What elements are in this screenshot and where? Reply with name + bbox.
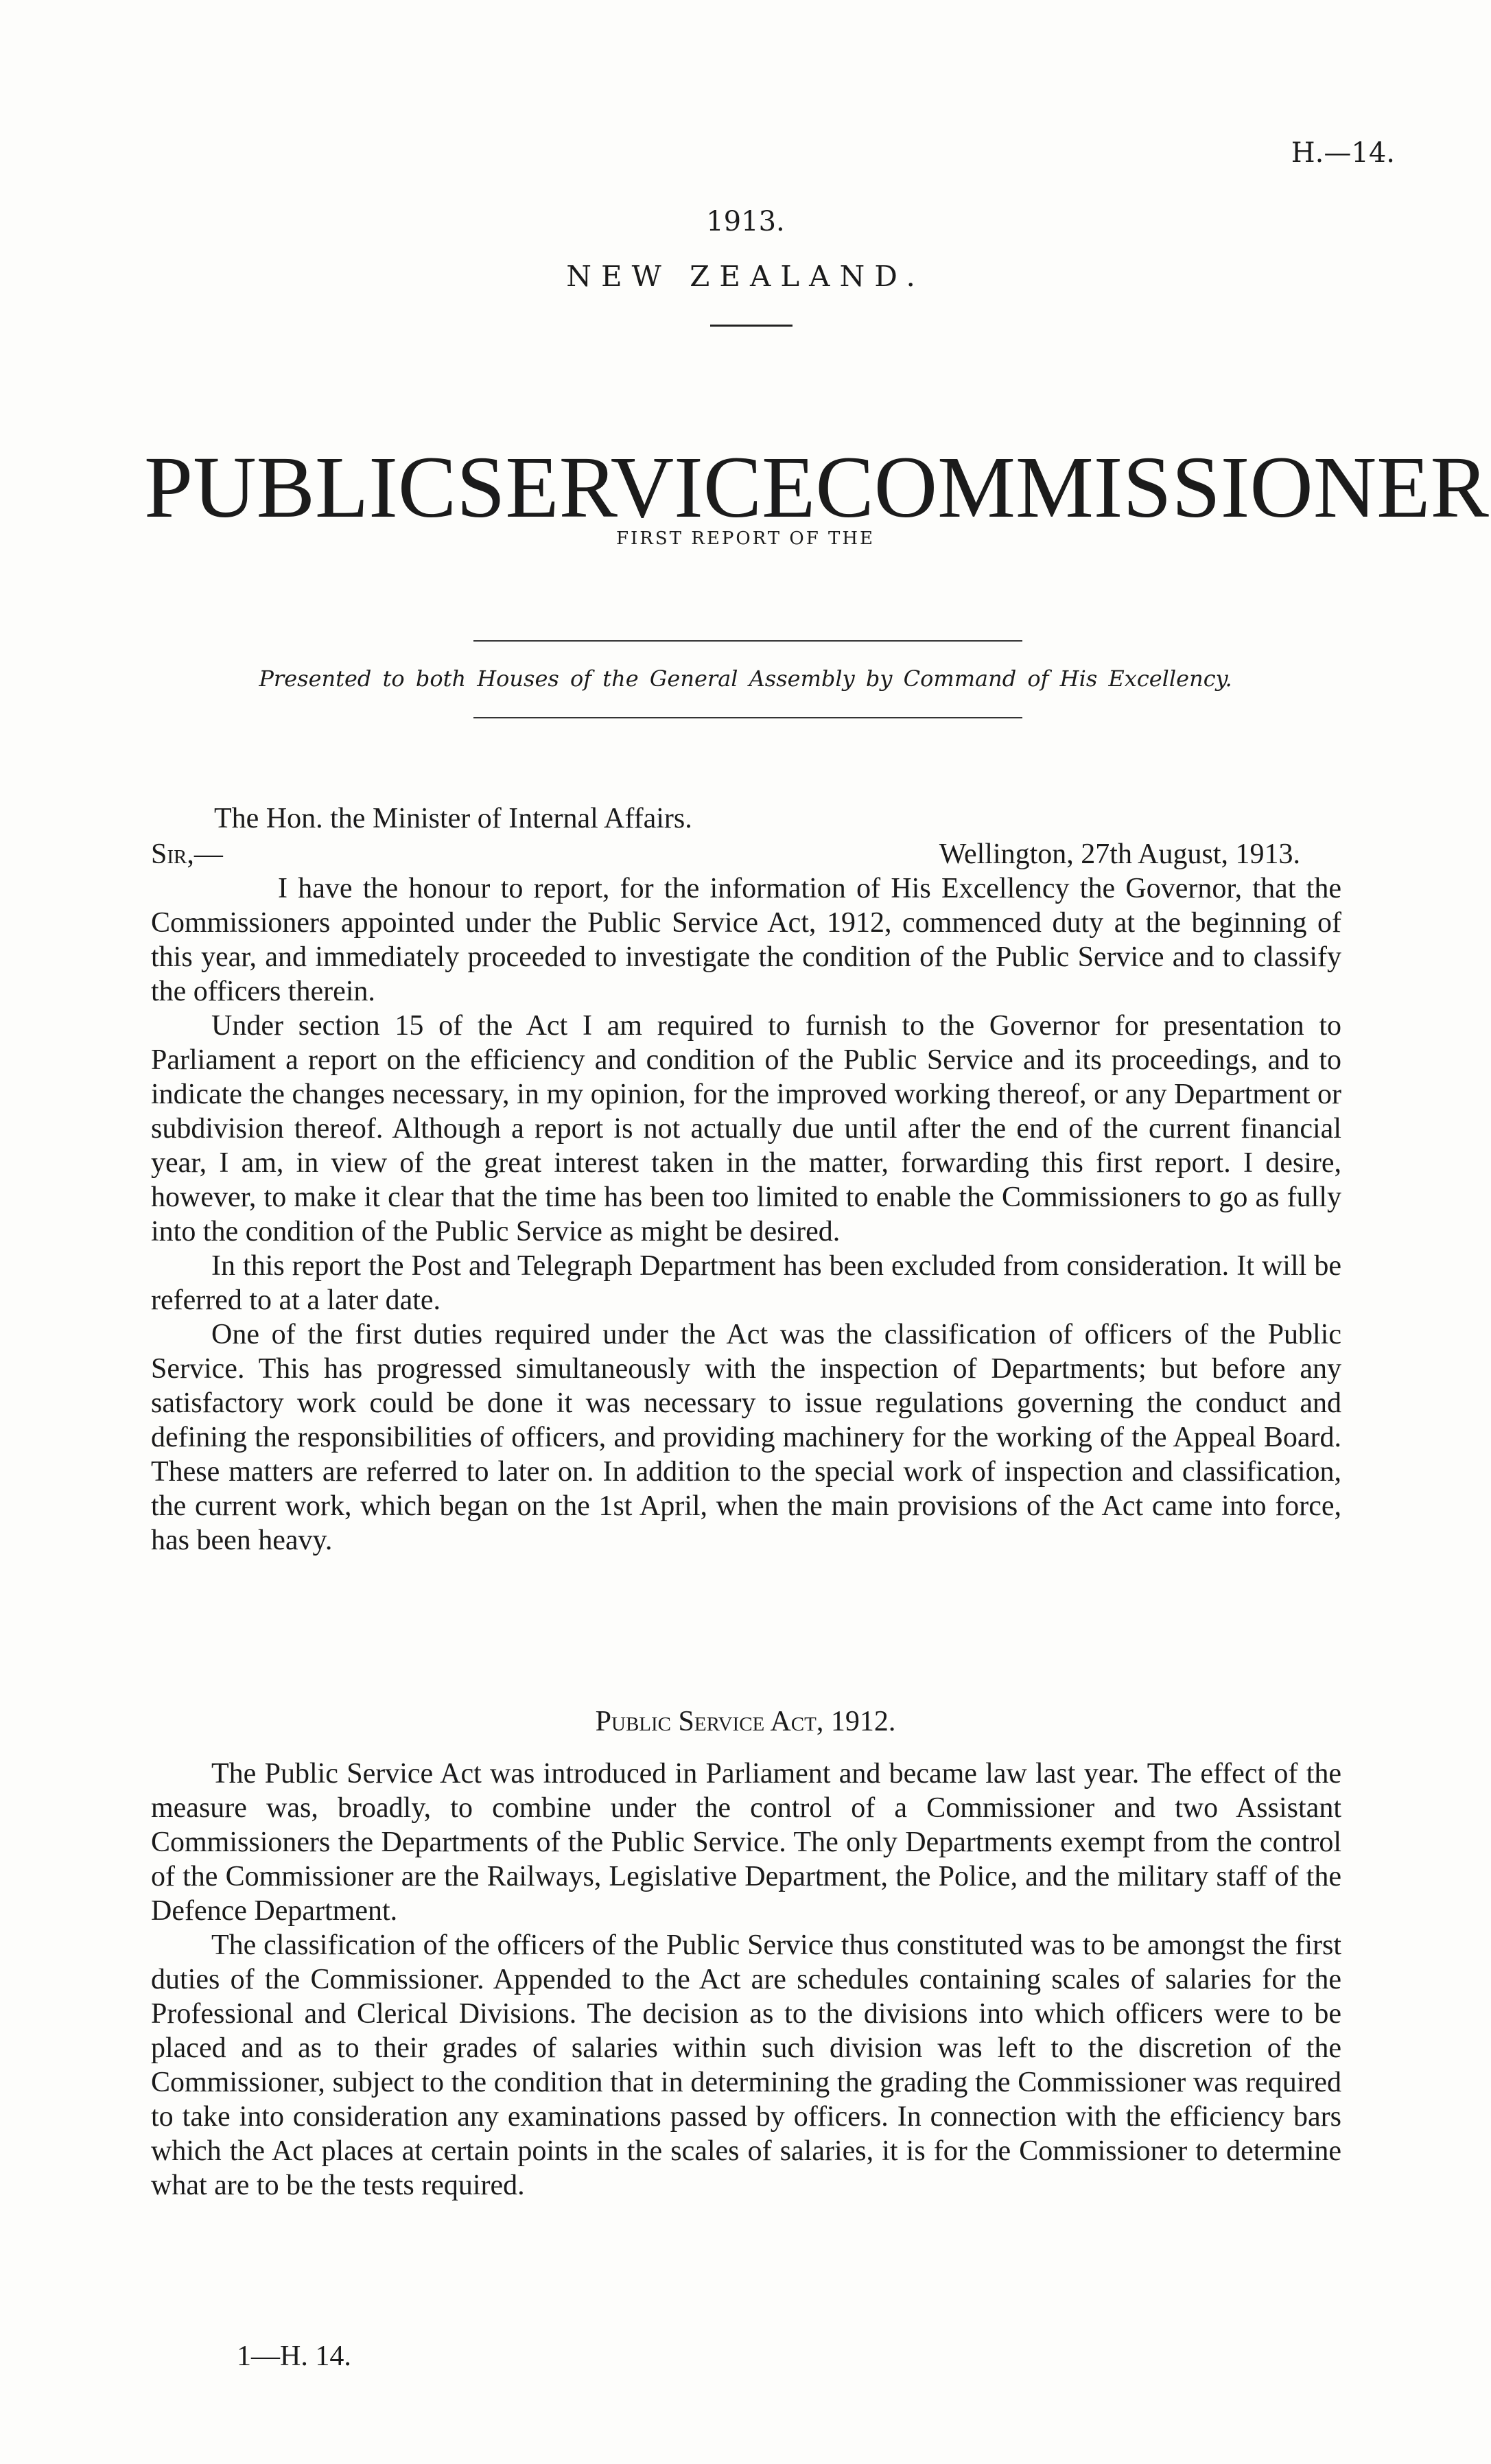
- salutation: Sir,—: [151, 838, 223, 870]
- divider-rule: [710, 325, 793, 327]
- page-signature: 1—H. 14.: [237, 2340, 351, 2372]
- report-title: [144, 436, 1489, 539]
- addressee-line: [151, 801, 1341, 836]
- presentation-note: Presented to both Houses of the General Assembly by Command of His Excellency.: [259, 666, 1232, 692]
- divider-rule: [473, 640, 1022, 642]
- report-subtitle: FIRST REPORT OF THE: [615, 528, 875, 549]
- paragraph: I have the honour to report, for the information of His Excellency the Governor, that the Commissioners appointed under the Public Service Act, 1912, commenced duty at the beginning of this year, and immediately proceeded to investigate the condition of the Public Service and to classify the officers therein.: [151, 873, 1341, 1007]
- title-word: SERVICE: [456, 438, 816, 536]
- salutation-row: [151, 837, 1341, 871]
- title-word: COMMISSIONER: [815, 438, 1489, 536]
- addressee: The Hon. the Minister of Internal Affairs.: [214, 803, 692, 834]
- paper-reference-code: H.—14.: [1291, 137, 1395, 169]
- section-heading: Public Service Act, 1912.: [595, 1706, 896, 1737]
- paragraph: In this report the Post and Telegraph Department has been excluded from consideration. It will be referred to at a later date.: [151, 1250, 1341, 1316]
- publication-year: 1913.: [706, 206, 785, 237]
- place-date: Wellington, 27th August, 1913.: [939, 838, 1300, 870]
- country-name: NEW ZEALAND.: [566, 259, 925, 293]
- title-word: PUBLIC: [144, 438, 457, 536]
- paragraph: One of the first duties required under the Act was the classification of officers of the Public Service. This has progressed simultaneously with the inspection of Departments; but before any satisfactory work could be done it was necessary to issue regulations governing the conduct and defining the responsibilities of officers, and providing machinery for the working of the Appeal Board. These matters are referred to later on. In addition to the special work of inspection and classification, the current work, which began on the 1st April, when the main provisions of the Act came into force, has been heavy.: [151, 1319, 1341, 1556]
- paragraph: Under section 15 of the Act I am required to furnish to the Governor for presentation to Parliament a report on the efficiency and condition of the Public Service and its proceedings, and to indicate the changes necessary, in my opinion, for the improved working thereof, or any Department or subdivision thereof. Although a report is not actually due until after the end of the current financial year, I am, in view of the great interest taken in the matter, forwarding this first report. I desire, however, to make it clear that the time has been too limited to enable the Commissioners to go as fully into the condition of the Public Service as might be desired.: [151, 1010, 1341, 1247]
- paragraph: The Public Service Act was introduced in Parliament and became law last year. The effect of the measure was, broadly, to combine under the control of a Commissioner and two Assistant Commissioners the Departments of the Public Service. The only Departments exempt from the control of the Commissioner are the Railways, Legislative Department, the Police, and the military staff of the Defence Department.: [151, 1758, 1341, 1927]
- section-body: [151, 1757, 1341, 2203]
- divider-rule: [473, 717, 1022, 718]
- letter-body: [151, 871, 1341, 1558]
- paragraph: The classification of the officers of the Public Service thus constituted was to be amongst the first duties of the Commissioner. Appended to the Act are schedules containing scales of salaries for the Professional and Clerical Divisions. The decision as to the divisions into which officers were to be placed and as to their grades of salaries within such division was left to the discretion of the Commissioner, subject to the condition that in determining the grading the Commissioner was required to take into consideration any examinations passed by officers. In connection with the efficiency bars which the Act places at certain points in the scales of salaries, it is for the Commissioner to determine what are to be the tests required.: [151, 1929, 1341, 2201]
